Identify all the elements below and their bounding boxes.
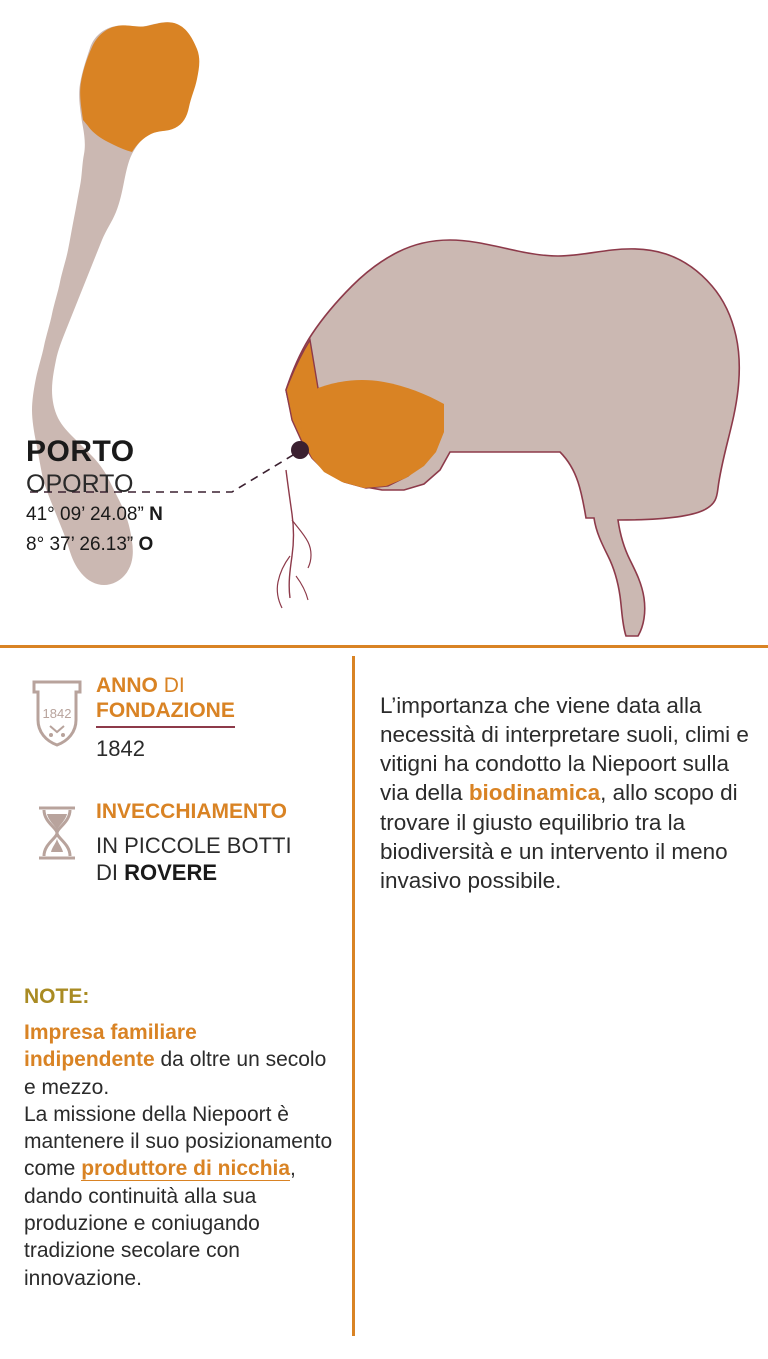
founded-value: 1842 xyxy=(96,735,145,761)
aging-value-line1: IN PICCOLE BOTTI xyxy=(96,832,292,858)
aging-value xyxy=(96,832,334,887)
founded-label-thin: DI xyxy=(163,674,185,697)
city-label-block xyxy=(26,436,286,558)
aging-icon-cell xyxy=(18,800,96,862)
longitude-hemisphere: O xyxy=(138,533,154,555)
shield-icon xyxy=(30,678,84,748)
right-paragraph-highlight: biodinamica xyxy=(468,780,601,806)
horizontal-divider xyxy=(0,645,768,648)
douro-river xyxy=(286,470,294,598)
notes-body xyxy=(24,1019,334,1292)
river-branch-2 xyxy=(277,556,290,608)
city-name: PORTO xyxy=(26,435,135,468)
right-paragraph xyxy=(380,691,752,896)
founded-text-cell xyxy=(96,674,334,762)
right-paragraph-part1: L’importanza che viene data alla necessità di interpretare suoli, climi e vitigni ha condotto la Niepoort sulla via della xyxy=(380,692,749,806)
notes-block xyxy=(0,985,352,1292)
notes-text-3: , dando continuità alla sua produzione e coniugando tradizione secolare con innovazione. xyxy=(24,1157,296,1290)
north-region-highlight xyxy=(80,22,199,152)
aging-label: INVECCHIAMENTO xyxy=(96,800,287,824)
founded-block xyxy=(0,656,352,778)
svg-text:1842: 1842 xyxy=(42,706,72,721)
founded-icon-cell xyxy=(18,674,96,748)
notes-highlight-2: produttore di nicchia xyxy=(81,1157,291,1181)
hourglass-icon xyxy=(34,804,80,862)
founded-label-line2: FONDAZIONE xyxy=(96,699,235,728)
aging-text-cell xyxy=(96,800,334,887)
right-column xyxy=(380,668,752,918)
river-branch-3 xyxy=(296,576,308,600)
map-area xyxy=(0,0,768,648)
latitude-hemisphere: N xyxy=(149,504,163,526)
aging-block xyxy=(0,778,352,903)
notes-highlight-1-line2: indipendente xyxy=(24,1048,155,1072)
city-alt-name: OPORTO xyxy=(26,469,134,498)
latitude-line xyxy=(26,502,286,528)
notes-text-1: da oltre un secolo e mezzo. xyxy=(24,1048,327,1099)
notes-text-2: La missione della Niepoort è mantenere il suo posizionamento come xyxy=(24,1102,333,1181)
vertical-divider xyxy=(352,656,355,1336)
porto-marker xyxy=(291,441,309,459)
founded-label xyxy=(96,674,334,728)
aging-value-line2-strong: ROVERE xyxy=(124,860,218,886)
founded-label-strong: ANNO xyxy=(96,674,158,697)
longitude-value: 8° 37’ 26.13” xyxy=(26,533,134,555)
notes-highlight-1: Impresa familiare xyxy=(24,1021,197,1044)
notes-title: NOTE: xyxy=(24,985,90,1008)
aging-value-line2-thin: DI xyxy=(96,860,118,886)
latitude-value: 41° 09’ 24.08” xyxy=(26,504,144,526)
left-column xyxy=(0,656,352,903)
river-branch-1 xyxy=(292,520,311,568)
right-paragraph-part2: , allo scopo di trovare il giusto equilibrio tra la biodiversità e un intervento il meno invasivo possibile. xyxy=(380,780,738,893)
longitude-line xyxy=(26,532,286,558)
